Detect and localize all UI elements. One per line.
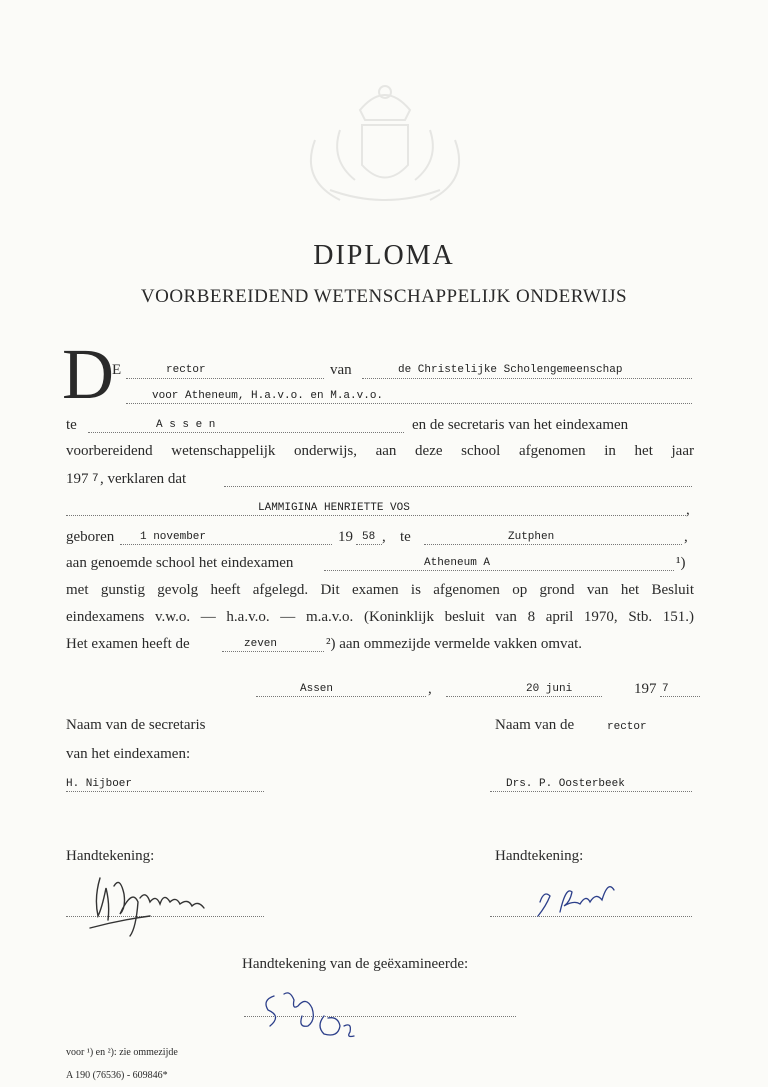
date-dots-b	[446, 696, 602, 697]
birth-day-month: 1 november	[140, 531, 207, 543]
city-field: A s s e n	[156, 419, 216, 431]
date-year-prefix: 197	[634, 681, 657, 697]
date-place: Assen	[300, 683, 334, 695]
secretary-label1: Naam van de secretaris	[66, 717, 206, 733]
line5-dots	[224, 486, 692, 487]
birth-dots-b	[356, 544, 382, 545]
birth-label: geboren	[66, 529, 115, 545]
line3-dots	[88, 432, 404, 433]
subject-count: zeven	[244, 638, 278, 650]
line11-suffix: ²) aan ommezijde vermelde vakken omvat.	[326, 636, 583, 652]
name-dots	[66, 515, 686, 516]
line3-rest: en de secretaris van het eindexamen	[412, 417, 629, 433]
line9: met gunstig gevolg heeft afgelegd. Dit examen is afgenomen op grond van het Besluit	[66, 582, 694, 598]
drop-cap: D	[62, 334, 114, 414]
birth-comma1: ,	[382, 529, 386, 545]
line4: voorbereidend wetenschappelijk onderwijs, aan deze school afgenomen in het jaar	[66, 443, 694, 459]
school-field-cont: voor Atheneum, H.a.v.o. en M.a.v.o.	[152, 390, 384, 402]
birth-te: te	[400, 529, 411, 545]
name-comma: ,	[686, 502, 690, 518]
examinee-sig-label: Handtekening van de geëxamineerde:	[242, 956, 469, 972]
birth-dots-c	[424, 544, 682, 545]
line5-rest: , verklaren dat	[100, 471, 187, 487]
rector-name-dots	[490, 791, 692, 792]
line5-year-digit: 7	[92, 473, 99, 485]
exam-label: aan genoemde school het eindexamen	[66, 555, 294, 571]
date-year-digit: 7	[662, 683, 669, 695]
exam-footnote: ¹)	[676, 555, 686, 571]
rector-name: Drs. P. Oosterbeek	[506, 778, 625, 790]
line10: eindexamens v.w.o. — h.a.v.o. — m.a.v.o. (Koninklijk besluit van 8 april 1970, Stb. 151.)	[66, 609, 694, 625]
rector-signature	[530, 872, 630, 922]
rector-field: rector	[166, 364, 206, 376]
secretary-name-dots	[66, 791, 264, 792]
school-field: de Christelijke Scholengemeenschap	[398, 364, 623, 376]
birth-comma2: ,	[684, 529, 688, 545]
diploma-title: DIPLOMA	[313, 240, 455, 271]
date-comma: ,	[428, 681, 432, 697]
date-dots-a	[256, 696, 426, 697]
birth-century: 19	[338, 529, 353, 545]
footnote-line: voor ¹) en ²): zie ommezijde	[66, 1047, 178, 1058]
line1-e: E	[112, 362, 122, 378]
embossed-coat-of-arms	[300, 70, 470, 220]
form-code: A 190 (76536) - 609846*	[66, 1070, 168, 1081]
exam-type: Atheneum A	[424, 557, 491, 569]
date-day-month: 20 juni	[526, 683, 573, 695]
line11-prefix: Het examen heeft de	[66, 636, 190, 652]
line5-year-prefix: 197	[66, 471, 89, 487]
date-dots-c	[660, 696, 700, 697]
secretary-sig-label: Handtekening:	[66, 848, 155, 864]
line1-dots-a	[126, 378, 324, 379]
line3-te: te	[66, 417, 77, 433]
diploma-subtitle: VOORBEREIDEND WETENSCHAPPELIJK ONDERWIJS	[140, 286, 628, 307]
exam-dots	[324, 570, 674, 571]
examinee-signature	[254, 986, 364, 1046]
student-name: LAMMIGINA HENRIETTE VOS	[258, 502, 410, 514]
birth-place: Zutphen	[508, 531, 555, 543]
line2-dots	[126, 403, 692, 404]
line1-dots-b	[362, 378, 692, 379]
rector-sig-label: Handtekening:	[495, 848, 584, 864]
line11-dots	[222, 651, 324, 652]
rector-label: Naam van de	[495, 717, 575, 733]
secretary-label2: van het eindexamen:	[66, 746, 191, 762]
secretary-name: H. Nijboer	[66, 778, 133, 790]
secretary-signature	[80, 868, 250, 940]
birth-year: 58	[362, 531, 376, 543]
birth-dots-a	[120, 544, 332, 545]
line1-van: van	[330, 362, 352, 378]
rector-role: rector	[607, 721, 647, 733]
